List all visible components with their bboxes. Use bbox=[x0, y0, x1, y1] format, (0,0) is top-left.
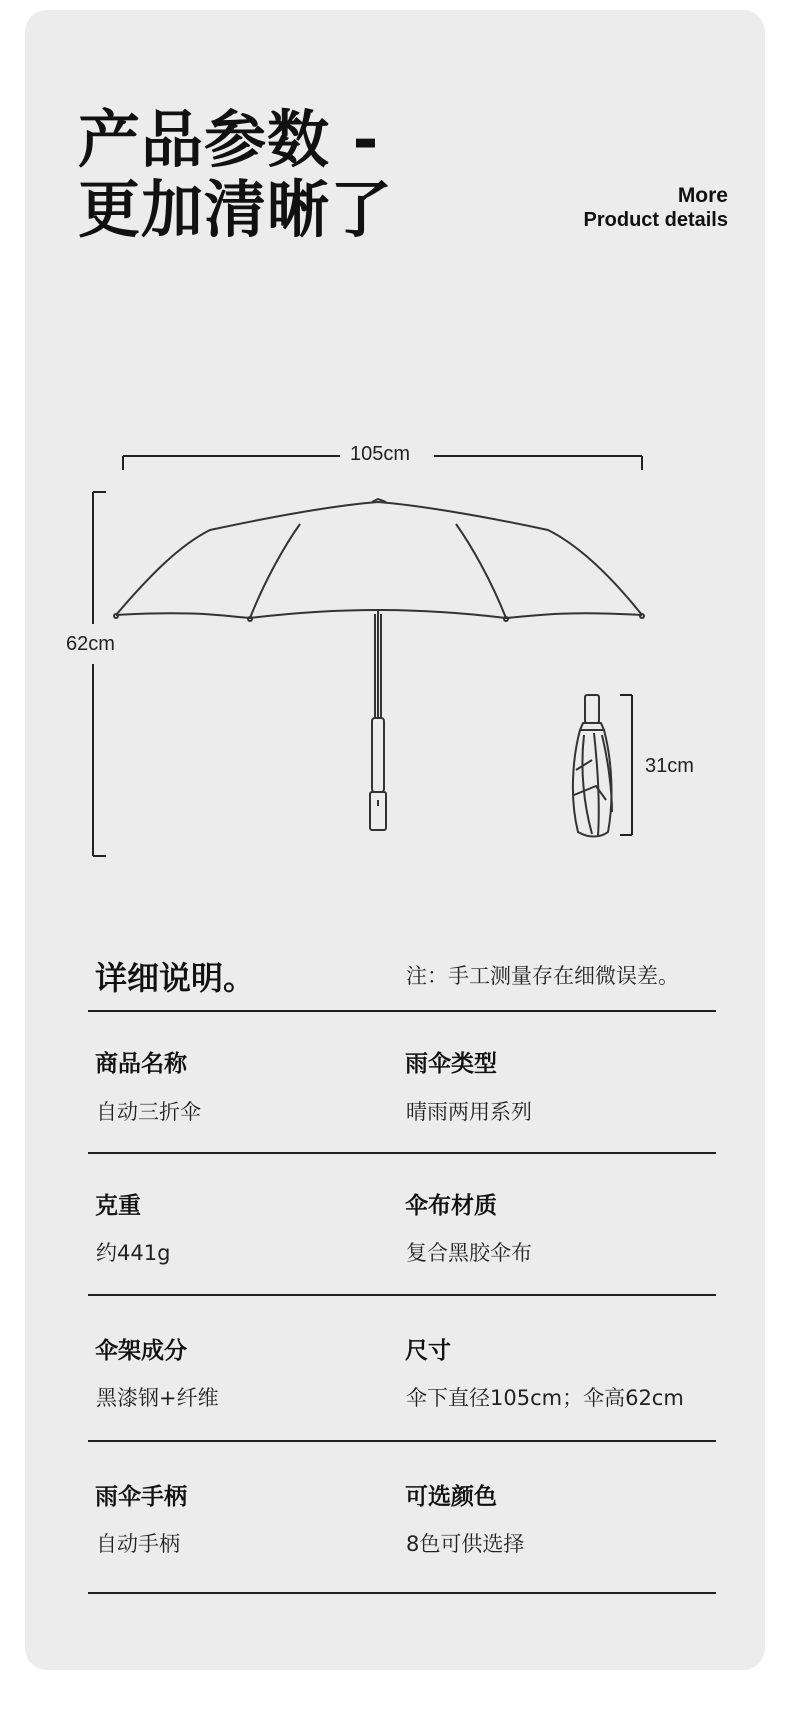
spec-label-name: 商品名称 bbox=[95, 1051, 187, 1077]
spec-value-frame: 黑漆钢+纤维 bbox=[96, 1386, 219, 1410]
spec-value-type: 晴雨两用系列 bbox=[406, 1100, 532, 1124]
spec-label-handle: 雨伞手柄 bbox=[95, 1484, 187, 1510]
spec-value-fabric: 复合黑胶伞布 bbox=[406, 1241, 532, 1265]
width-dimension-label: 105cm bbox=[350, 443, 411, 465]
divider bbox=[88, 1592, 716, 1594]
divider bbox=[88, 1010, 716, 1012]
folded-dimension-line bbox=[620, 695, 632, 835]
spec-label-size: 尺寸 bbox=[405, 1338, 451, 1364]
spec-value-size: 伞下直径105cm；伞高62cm bbox=[406, 1386, 684, 1410]
spec-value-weight: 约441g bbox=[96, 1241, 171, 1265]
spec-label-type: 雨伞类型 bbox=[405, 1051, 497, 1077]
divider bbox=[88, 1294, 716, 1296]
open-umbrella-icon bbox=[114, 499, 644, 830]
divider bbox=[88, 1440, 716, 1442]
title-line-2: 更加清晰了 bbox=[78, 173, 394, 246]
divider bbox=[88, 1152, 716, 1154]
product-details-label: Product details bbox=[583, 209, 728, 231]
spec-label-fabric: 伞布材质 bbox=[405, 1193, 497, 1219]
spec-value-name: 自动三折伞 bbox=[96, 1100, 201, 1124]
folded-umbrella-icon bbox=[573, 695, 612, 837]
height-dimension-line bbox=[93, 492, 106, 856]
spec-value-colors: 8色可供选择 bbox=[406, 1532, 525, 1556]
details-title: 详细说明。 bbox=[95, 959, 256, 997]
folded-dimension-label: 31cm bbox=[645, 755, 694, 777]
spec-label-weight: 克重 bbox=[95, 1193, 141, 1219]
spec-value-handle: 自动手柄 bbox=[96, 1532, 180, 1556]
measurement-note: 注：手工测量存在细微误差。 bbox=[406, 964, 679, 988]
spec-label-colors: 可选颜色 bbox=[405, 1484, 497, 1510]
more-label: More bbox=[677, 184, 728, 207]
height-dimension-label: 62cm bbox=[66, 633, 115, 655]
spec-label-frame: 伞架成分 bbox=[95, 1338, 187, 1364]
title-line-1: 产品参数 - bbox=[78, 103, 380, 176]
